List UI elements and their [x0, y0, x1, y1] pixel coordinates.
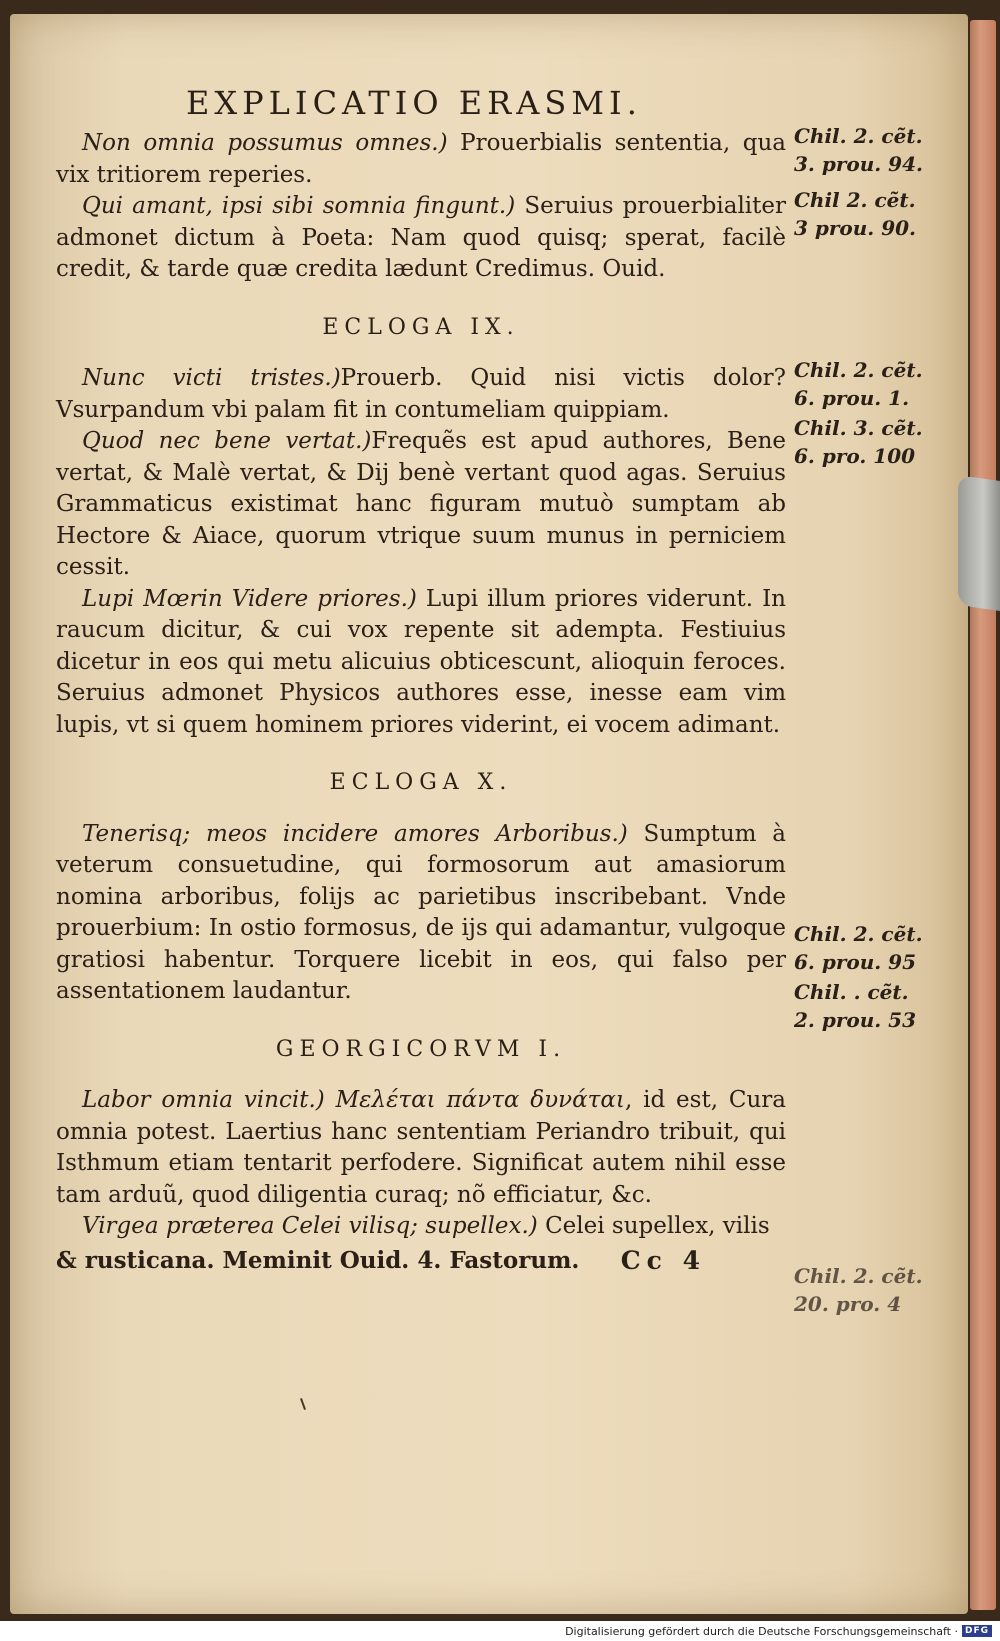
greek-phrase: Μελέται πάντα δυνάται [324, 1087, 625, 1113]
paragraph [56, 1085, 786, 1211]
paragraph [56, 584, 786, 742]
main-text [56, 128, 786, 1276]
lemma: Virgea præterea Celei vilisq; supellex.) [82, 1213, 538, 1239]
lemma: Quod nec bene vertat.) [82, 428, 372, 454]
margin-note-line: 3 prou. 90. [794, 216, 917, 240]
section-heading: ECLOGA X. [329, 770, 513, 795]
funding-credit: Digitalisierung gefördert durch die Deutsche Forschungsgemeinschaft · [565, 1624, 958, 1638]
catchword-line [56, 1245, 786, 1277]
paragraph [56, 426, 786, 584]
margin-note-line: 20. pro. 4 [794, 1292, 902, 1316]
book-edge [970, 20, 996, 1610]
page-tab-marker [958, 475, 1000, 611]
margin-note-line: Chil. 2. cẽt. [794, 124, 923, 148]
paragraph [56, 191, 786, 286]
commentary-text: , id est, Cura omnia potest. Laertius hanc sententiam Periandro tribuit, qui Isthmum etiam tentarit perfodere. Significat autem nihil esse tam arduũ, quod diligentia curaq; nõ efficiatur, &c. [56, 1087, 786, 1208]
margin-note [794, 186, 934, 242]
margin-note-line: 3. prou. 94. [794, 152, 923, 176]
margin-note-line: Chil. 2. cẽt. [794, 1264, 923, 1288]
commentary-text: Seruius prouerbialiter admonet dictum à Poeta: Nam quod quisq; sperat, facilè credit, & tarde quæ credita lædunt Credimus. Ouid. [56, 193, 786, 282]
commentary-text: Lupi illum priores viderunt. In raucum dicitur, & cui vox repente sit adempta. Festiuius dicetur in eos qui metu alicuius obticescunt, alioquin feroces. Seruius admonet Physicos authores esse, inesse eam vim lupis, vt si quem hominem priores viderint, ei vocem adimant. [56, 585, 786, 738]
paragraph [56, 1211, 786, 1243]
margin-note [794, 356, 934, 412]
signature-mark: Cc 4 [620, 1245, 706, 1275]
margin-note-line: 6. pro. 100 [794, 444, 916, 468]
margin-note [794, 978, 934, 1034]
lemma: Labor omnia vincit.) [82, 1087, 325, 1113]
margin-note-line: 2. prou. 53 [794, 1008, 917, 1032]
margin-note [794, 920, 934, 976]
margin-note-line: Chil 2. cẽt. [794, 188, 916, 212]
margin-note [794, 1262, 934, 1318]
dfg-logo: DFG [962, 1625, 992, 1637]
catchword: & rusticana. Meminit Ouid. 4. Fastorum. [56, 1246, 580, 1274]
margin-note [794, 414, 934, 470]
paragraph [56, 128, 786, 191]
margin-note-line: Chil. 3. cẽt. [794, 416, 923, 440]
section-heading: ECLOGA IX. [322, 314, 520, 340]
margin-note-line: 6. prou. 1. [794, 386, 910, 410]
margin-note-line: Chil. . cẽt. [794, 980, 909, 1004]
commentary-text: Sumptum à veterum consuetudine, qui formosorum aut amasiorum nomina arboribus, folijs ac parietibus inscribebant. Vnde prouerbium: In ostio formosus, de ijs qui adamantur, vulgoque gratiosi habentur. Torquere licebit in eos, qui falso per assentationem laudantur. [56, 820, 786, 1004]
lemma: Qui amant, ipsi sibi somnia fingunt.) [82, 193, 516, 219]
margin-note-line: Chil. 2. cẽt. [794, 922, 923, 946]
commentary-text: Celei supellex, vilis [537, 1213, 770, 1239]
margin-note-line: 6. prou. 95 [794, 950, 917, 974]
commentary-text: Prouerbialis sententia, qua vix tritiorem reperies. [56, 130, 786, 188]
paragraph [56, 363, 786, 426]
paragraph [56, 819, 786, 1008]
running-head: EXPLICATIO ERASMI. [186, 84, 642, 122]
section-heading: GEORGICORVM I. [275, 1036, 567, 1062]
margin-note-line: Chil. 2. cẽt. [794, 358, 923, 382]
footer-bar [0, 1621, 1000, 1641]
lemma: Nunc victi tristes.) [82, 365, 341, 391]
commentary-text: Prouerb. Quid nisi victis dolor? Vsurpandum vbi palam fit in contumeliam quippiam. [56, 365, 786, 423]
lemma: Tenerisq; meos incidere amores Arboribus.) [82, 820, 628, 847]
margin-note [794, 122, 934, 178]
lemma: Non omnia possumus omnes.) [82, 130, 448, 156]
commentary-text: Frequẽs est apud authores, Bene vertat, & Malè vertat, & Dij benè vertant quod agas. Seruius Grammaticus existimat hanc figuram mutuò sumptam ab Hectore & Aiace, quorum vtrique suum munus in perniciem cessit. [56, 428, 786, 580]
lemma: Lupi Mœrin Videre priores.) [82, 585, 417, 612]
